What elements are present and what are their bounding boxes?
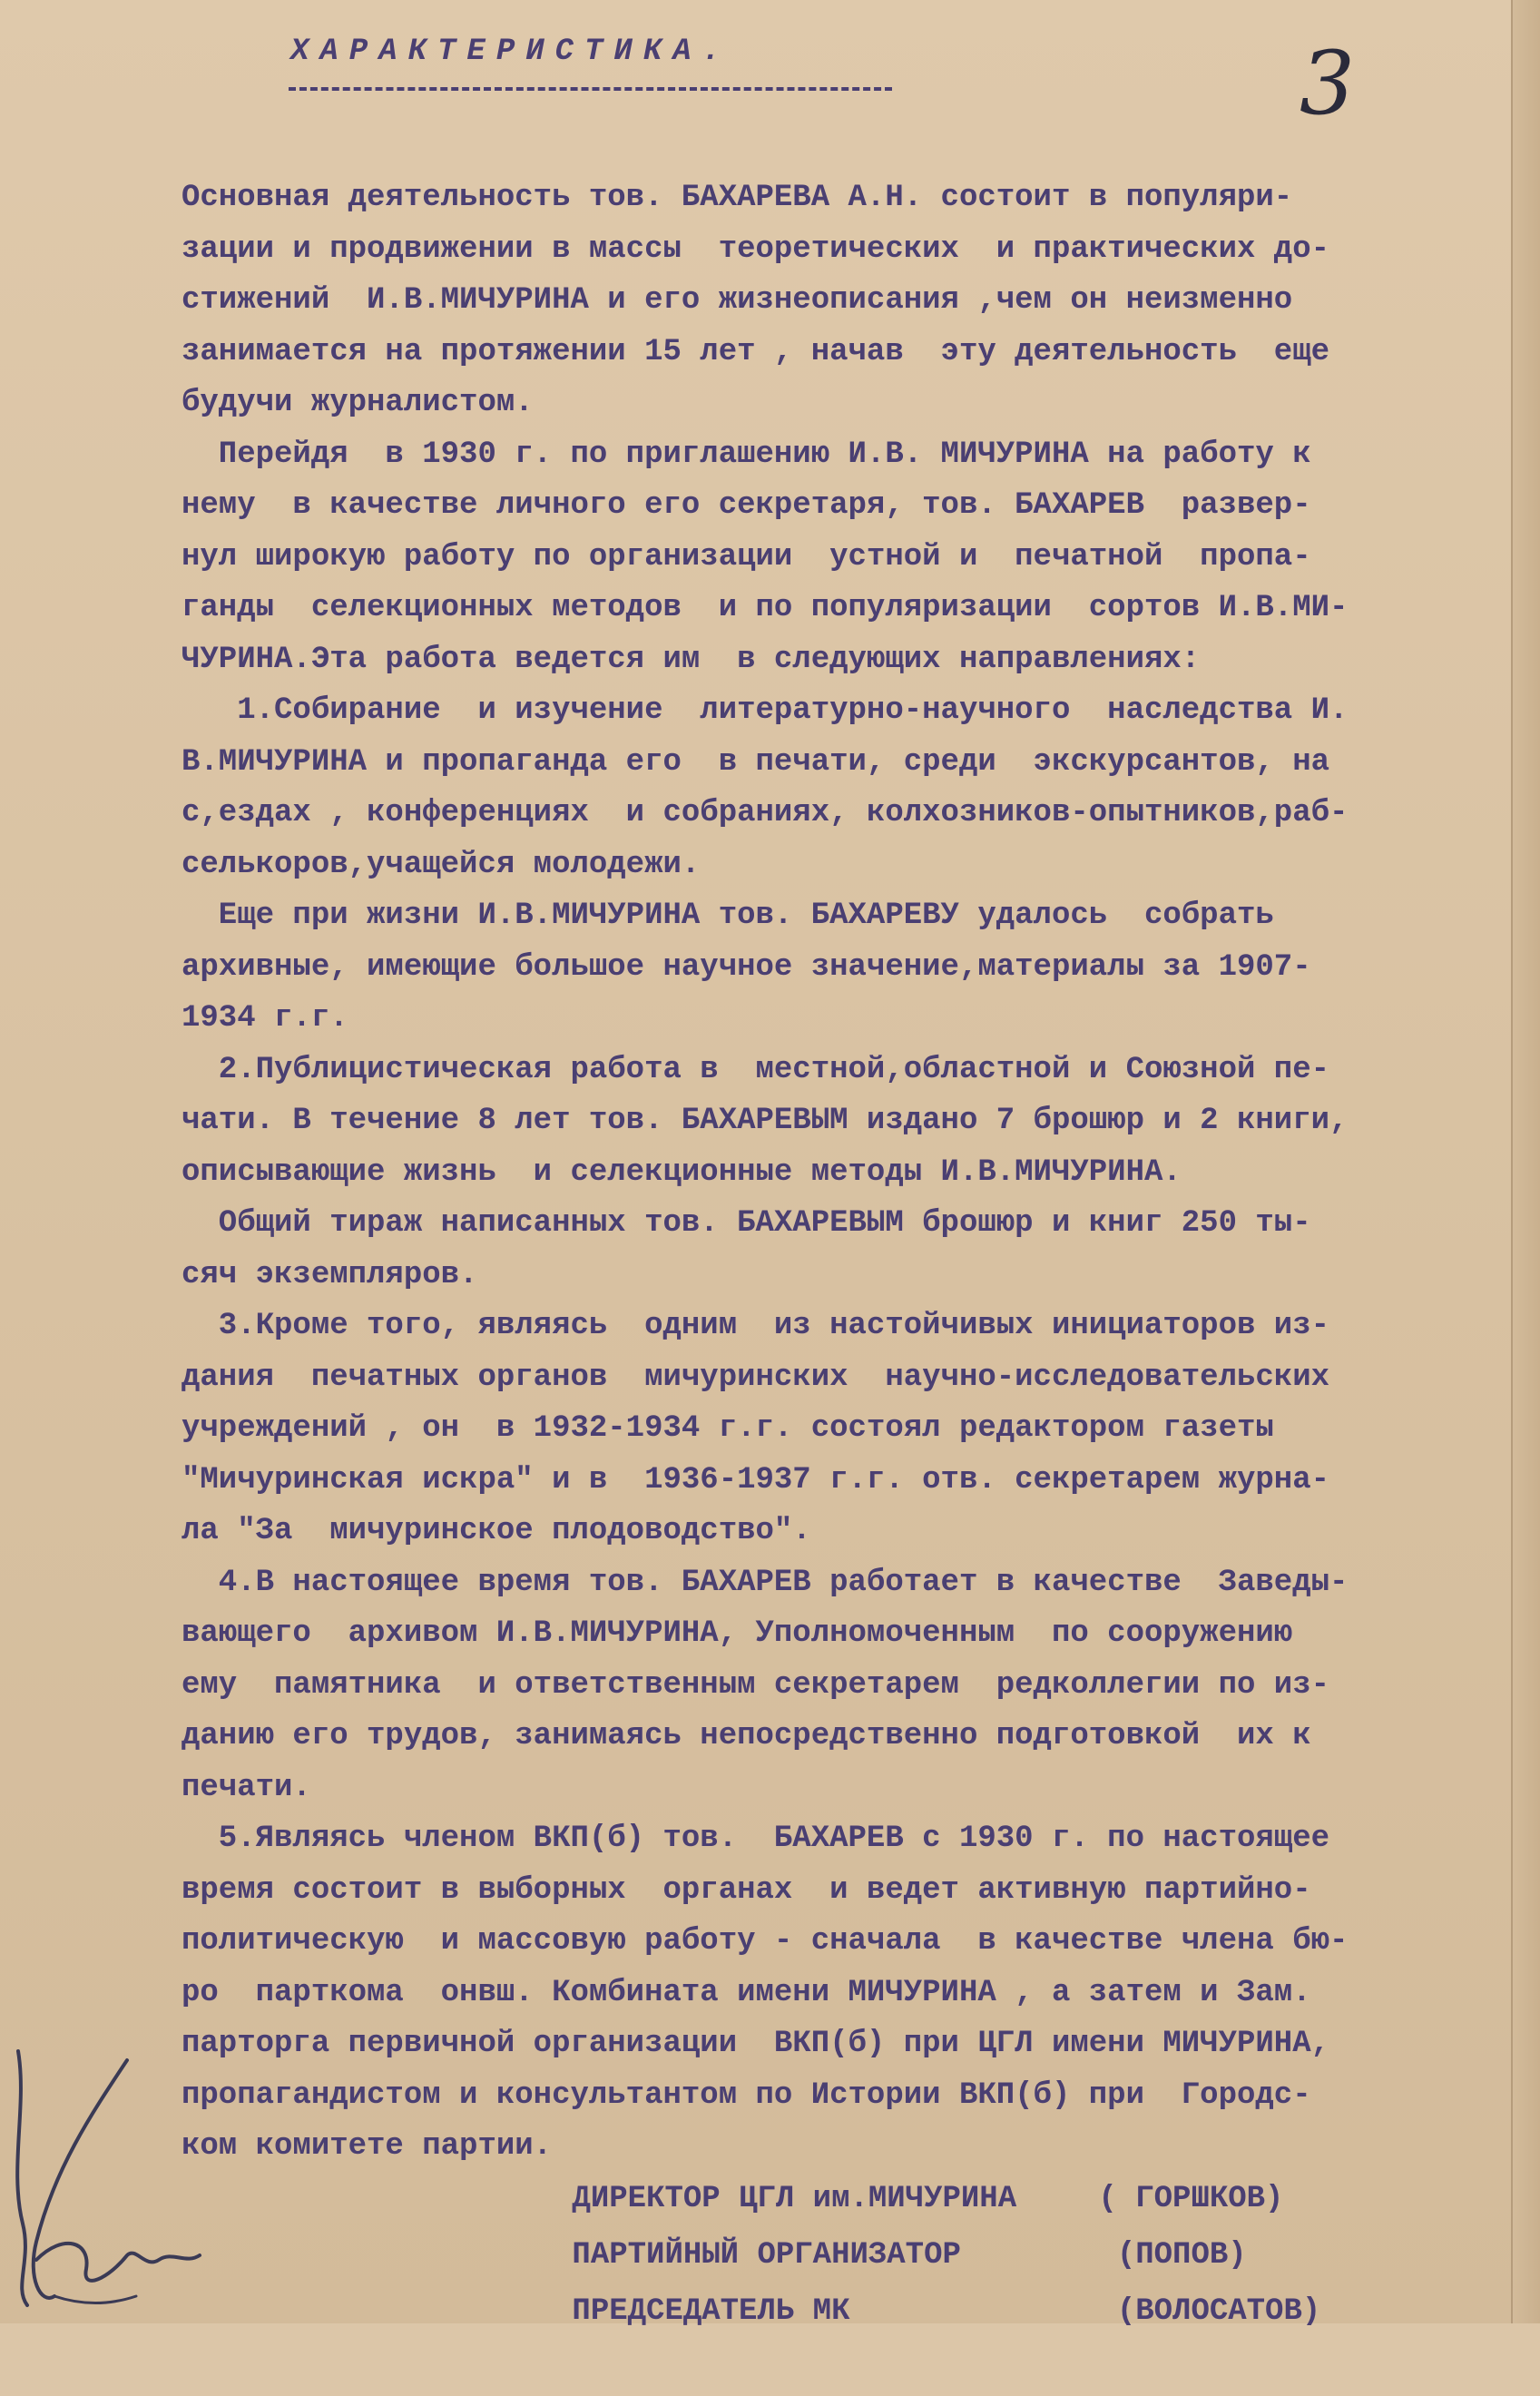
text-line: "Мичуринская искра" и в 1936-1937 г.г. отв. секретарем журна-	[181, 1462, 1330, 1498]
text-line: пропагандистом и консультантом по Истории ВКП(б) при Городс-	[181, 2077, 1311, 2113]
title-underline	[289, 87, 892, 91]
text-line: селькоров,учащейся молодежи.	[181, 847, 701, 882]
text-line: политическую и массовую работу - сначала в качестве члена бю-	[181, 1924, 1349, 1959]
text-line: ганды селекционных методов и по популяризации сортов И.В.МИ-	[181, 591, 1349, 625]
text-line: 1.Собирание и изучение литературно-научного наследства И.	[181, 693, 1349, 728]
signatory-title: ПРЕДСЕДАТЕЛЬ МК	[572, 2294, 850, 2329]
text-line: ЧУРИНА.Эта работа ведется им в следующих направлениях:	[181, 642, 1201, 677]
text-line: будучи журналистом.	[181, 386, 534, 420]
text-line: Еще при жизни И.В.МИЧУРИНА тов. БАХАРЕВУ удалось собрать	[181, 898, 1274, 933]
text-line: нему в качестве личного его секретаря, тов. БАХАРЕВ развер-	[181, 488, 1311, 523]
text-line: учреждений , он в 1932-1934 г.г. состоял редактором газеты	[181, 1411, 1274, 1446]
text-line: печати.	[181, 1770, 311, 1805]
text-line: ком комитете партии.	[181, 2129, 553, 2164]
text-line: ла "За мичуринское плодоводство".	[181, 1514, 811, 1548]
text-line: Основная деятельность тов. БАХАРЕВА А.Н. состоит в популяри-	[181, 181, 1293, 215]
signatory-row	[461, 2115, 1320, 2216]
text-line: Перейдя в 1930 г. по приглашению И.В. МИЧУРИНА на работу к	[181, 437, 1311, 472]
text-line: время состоит в выборных органах и ведет активную партийно-	[181, 1872, 1311, 1908]
document-body	[181, 172, 1506, 2173]
text-line: ему памятника и ответственным секретарем редколлегии по из-	[181, 1667, 1330, 1703]
folio-number: 3	[1300, 33, 1356, 134]
text-line: дания печатных органов мичуринских научно-исследовательских	[181, 1360, 1330, 1395]
text-line: чати. В течение 8 лет тов. БАХАРЕВЫМ издано 7 брошюр и 2 книги,	[181, 1104, 1349, 1138]
text-line: В.МИЧУРИНА и пропаганда его в печати, среди экскурсантов, на	[181, 744, 1330, 780]
signatory-name: (ВОЛОСАТОВ)	[1098, 2294, 1321, 2329]
text-line: Общий тираж написанных тов. БАХАРЕВЫМ брошюр и книг 250 ты-	[181, 1206, 1311, 1241]
text-line: с,ездах , конференциях и собраниях, колхозников-опытников,раб-	[181, 796, 1349, 830]
text-line: 3.Кроме того, являясь одним из настойчивых инициаторов из-	[181, 1309, 1330, 1343]
text-line: 2.Публицистическая работа в местной,областной и Союзной пе-	[181, 1052, 1330, 1087]
signatory-name: ( ГОРШКОВ)	[1098, 2182, 1284, 2216]
text-line: нул широкую работу по организации устной и печатной пропа-	[181, 539, 1311, 574]
handwritten-signature	[0, 2033, 209, 2323]
text-line: данию его трудов, занимаясь непосредственно подготовкой их к	[181, 1719, 1311, 1753]
text-line: 5.Являясь членом ВКП(б) тов. БАХАРЕВ с 1930 г. по настоящее	[181, 1822, 1330, 1856]
text-line: описывающие жизнь и селекционные методы И.В.МИЧУРИНА.	[181, 1154, 1182, 1190]
text-line: 4.В настоящее время тов. БАХАРЕВ работает в качестве Заведы-	[181, 1565, 1349, 1600]
text-line: сяч экземпляров.	[181, 1257, 478, 1292]
signatory-name: (ПОПОВ)	[1098, 2238, 1247, 2273]
text-line: зации и продвижении в массы теоретических и практических до-	[181, 231, 1330, 267]
signatory-title: ДИРЕКТОР ЦГЛ им.МИЧУРИНА	[572, 2182, 1017, 2216]
text-line: парторга первичной организации ВКП(б) при ЦГЛ имени МИЧУРИНА,	[181, 2027, 1330, 2061]
text-line: занимается на протяжении 15 лет , начав эту деятельность еще	[181, 334, 1330, 369]
signature-block	[461, 2115, 1321, 2329]
text-line: 1934 г.г.	[181, 1001, 348, 1036]
text-line: вающего архивом И.В.МИЧУРИНА, Уполномоченным по сооружению	[181, 1616, 1293, 1651]
text-line: ро парткома онвш. Комбината имени МИЧУРИНА , а затем и Зам.	[181, 1975, 1311, 2010]
text-line: стижений И.В.МИЧУРИНА и его жизнеописания ,чем он неизменно	[181, 283, 1293, 318]
page-edge	[1511, 0, 1540, 2323]
document-title: ХАРАКТЕРИСТИКА.	[290, 34, 732, 69]
text-line: архивные, имеющие большое научное значение,материалы за 1907-	[181, 949, 1311, 985]
signatory-title: ПАРТИЙНЫЙ ОРГАНИЗАТОР	[572, 2238, 961, 2273]
